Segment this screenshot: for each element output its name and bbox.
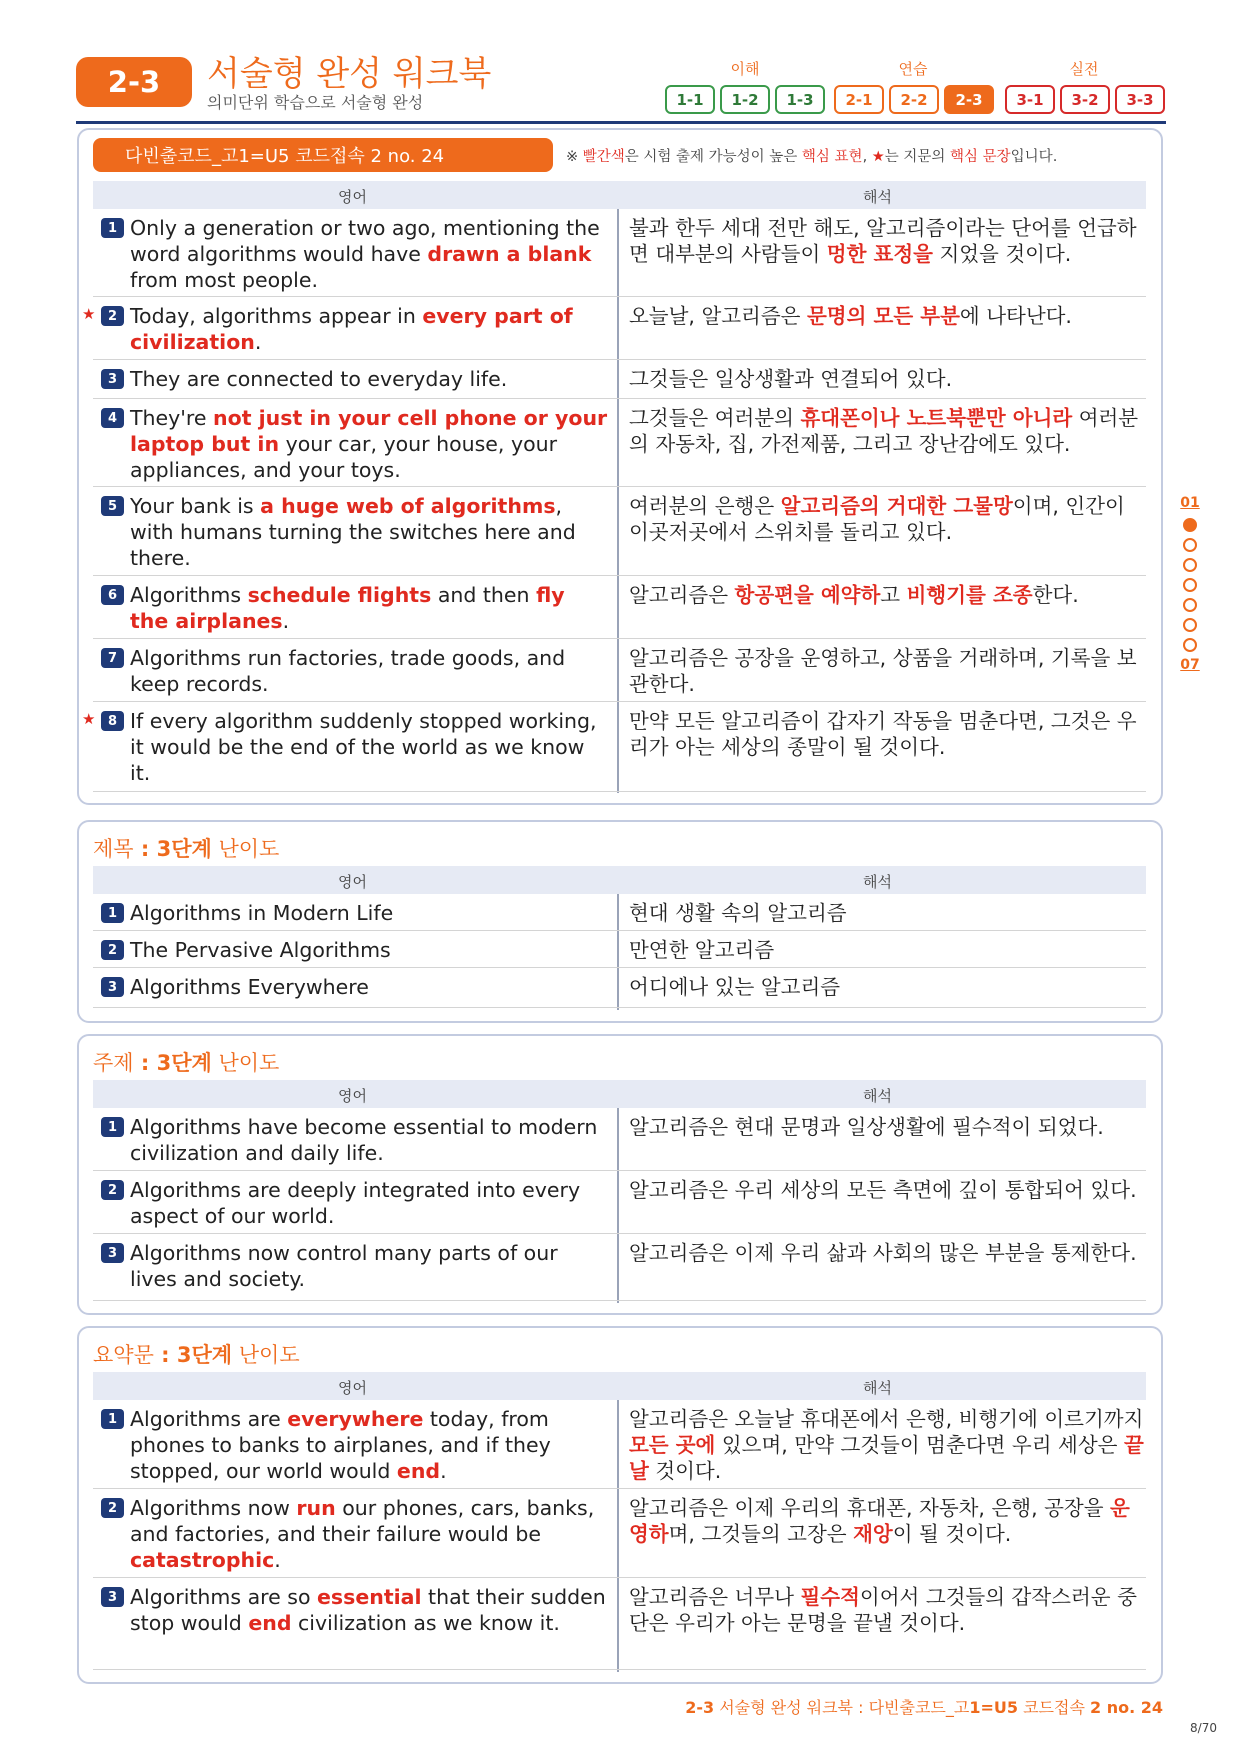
title-column-header: 영어 해석 xyxy=(93,866,1146,894)
korean-translation: 불과 한두 세대 전만 해도, 알고리즘이라는 단어를 언급하면 대부분의 사람들이 멍한 표정을 지었을 것이다. xyxy=(629,216,1137,266)
header-divider xyxy=(76,121,1166,124)
english-text: Algorithms now run our phones, cars, banks, and factories, and their failure would be catastrophic. xyxy=(130,1496,595,1572)
footer-caption: 2-3 서술형 완성 워크북 : 다빈출코드_고1=U5 코드접속 2 no. 24 xyxy=(685,1698,1163,1717)
english-text: If every algorithm suddenly stopped working, it would be the end of the world as we know it. xyxy=(130,709,597,785)
step-tab-3-3[interactable]: 3-3 xyxy=(1115,85,1165,114)
passage-sentence-row xyxy=(93,576,1146,639)
korean-translation: 알고리즘은 오늘날 휴대폰에서 은행, 비행기에 이르기까지 모든 곳에 있으며, 만약 그것들이 멈춘다면 우리 세상은 끝날 것이다. xyxy=(629,1407,1144,1483)
korean-translation: 알고리즘은 우리 세상의 모든 측면에 깊이 통합되어 있다. xyxy=(629,1178,1137,1202)
sentence-number-badge: 1 xyxy=(101,218,124,238)
sentence-number-badge: 3 xyxy=(101,1587,124,1607)
progress-dot-icon[interactable] xyxy=(1183,518,1197,532)
title-option-row xyxy=(93,968,1146,1008)
step-tab-3-1[interactable]: 3-1 xyxy=(1005,85,1055,114)
progress-dot-icon[interactable] xyxy=(1183,558,1197,572)
summary-option-row xyxy=(93,1400,1146,1489)
korean-translation: 그것들은 여러분의 휴대폰이나 노트북뿐만 아니라 여러분의 자동차, 집, 가전제품, 그리고 장난감에도 있다. xyxy=(629,406,1139,456)
english-text: Algorithms Everywhere xyxy=(130,975,369,999)
side-nav-end-label: 07 xyxy=(1180,657,1200,673)
section-badge: 2-3 xyxy=(76,57,192,107)
topic-section-heading: 주제 : 3단계 난이도 xyxy=(93,1051,280,1075)
korean-translation: 오늘날, 알고리즘은 문명의 모든 부분에 나타난다. xyxy=(629,304,1072,328)
english-text: Algorithms have become essential to modern civilization and daily life. xyxy=(130,1115,598,1165)
korean-translation: 알고리즘은 항공편을 예약하고 비행기를 조종한다. xyxy=(629,583,1079,607)
summary-option-row xyxy=(93,1489,1146,1578)
topic-option-row xyxy=(93,1108,1146,1171)
sentence-number-badge: 1 xyxy=(101,903,124,923)
korean-translation: 알고리즘은 이제 우리의 휴대폰, 자동차, 은행, 공장을 운영하며, 그것들의 고장은 재앙이 될 것이다. xyxy=(629,1496,1130,1546)
summary-option-row xyxy=(93,1578,1146,1670)
progress-dot-icon[interactable] xyxy=(1183,538,1197,552)
title-option-row xyxy=(93,931,1146,968)
sentence-number-badge: 2 xyxy=(101,940,124,960)
english-text: Today, algorithms appear in every part of civilization. xyxy=(130,304,573,354)
sentence-number-badge: 7 xyxy=(101,648,124,668)
korean-translation: 그것들은 일상생활과 연결되어 있다. xyxy=(629,367,953,391)
sentence-number-badge: 5 xyxy=(101,496,124,516)
step-tab-3-2[interactable]: 3-2 xyxy=(1060,85,1110,114)
page-subtitle: 의미단위 학습으로 서술형 완성 xyxy=(207,93,424,112)
progress-dot-icon[interactable] xyxy=(1183,578,1197,592)
step-tab-1-3[interactable]: 1-3 xyxy=(775,85,825,114)
sentence-number-badge: 2 xyxy=(101,306,124,326)
sentence-number-badge: 1 xyxy=(101,1409,124,1429)
korean-translation: 어디에나 있는 알고리즘 xyxy=(629,975,841,999)
korean-translation: 알고리즘은 공장을 운영하고, 상품을 거래하며, 기록을 보관한다. xyxy=(629,646,1137,696)
group-label-practice: 연습 xyxy=(898,60,928,78)
sentence-number-badge: 4 xyxy=(101,408,124,428)
sentence-number-badge: 8 xyxy=(101,711,124,731)
korean-translation: 알고리즘은 현대 문명과 일상생활에 필수적이 되었다. xyxy=(629,1115,1104,1139)
passage-sentence-row xyxy=(93,639,1146,702)
sentence-number-badge: 1 xyxy=(101,1117,124,1137)
english-text: Only a generation or two ago, mentioning the word algorithms would have drawn a blank from most people. xyxy=(130,216,600,292)
page-title: 서술형 완성 워크북 xyxy=(207,54,492,94)
passage-sentence-row xyxy=(82,702,1146,792)
side-nav-start-label: 01 xyxy=(1180,495,1200,511)
summary-column-header: 영어 해석 xyxy=(93,1372,1146,1400)
passage-sentence-row xyxy=(93,487,1146,576)
passage-sentence-row xyxy=(93,399,1146,487)
english-text: They're not just in your cell phone or your laptop but in your car, your house, your appliances, and your toys. xyxy=(130,406,608,482)
page-number: 8/70 xyxy=(1190,1721,1217,1735)
key-sentence-star-icon: ★ xyxy=(82,710,96,728)
step-tab-2-2[interactable]: 2-2 xyxy=(889,85,939,114)
english-text: Algorithms run factories, trade goods, and keep records. xyxy=(130,646,566,696)
summary-section-heading: 요약문 : 3단계 난이도 xyxy=(93,1343,300,1367)
step-tab-1-2[interactable]: 1-2 xyxy=(720,85,770,114)
korean-translation: 알고리즘은 너무나 필수적이어서 그것들의 갑작스러운 중단은 우리가 아는 문명을 끝낼 것이다. xyxy=(629,1585,1137,1635)
english-text: Algorithms are so essential that their sudden stop would end civilization as we know it. xyxy=(130,1585,606,1635)
english-text: The Pervasive Algorithms xyxy=(130,938,391,962)
english-text: Algorithms schedule flights and then fly the airplanes. xyxy=(130,583,565,633)
step-tab-1-1[interactable]: 1-1 xyxy=(665,85,715,114)
legend-note: ※ 빨간색은 시험 출제 가능성이 높은 핵심 표현, ★는 지문의 핵심 문장입니다. xyxy=(566,149,1058,165)
key-sentence-star-icon: ★ xyxy=(82,305,96,323)
title-option-row xyxy=(93,894,1146,931)
progress-dot-icon[interactable] xyxy=(1183,598,1197,612)
english-text: Algorithms now control many parts of our lives and society. xyxy=(130,1241,558,1291)
korean-translation: 여러분의 은행은 알고리즘의 거대한 그물망이며, 인간이 이곳저곳에서 스위치를 돌리고 있다. xyxy=(629,494,1125,544)
progress-dot-icon[interactable] xyxy=(1183,618,1197,632)
progress-dot-icon[interactable] xyxy=(1183,638,1197,652)
passage-sentence-row xyxy=(93,360,1146,399)
english-text: Algorithms in Modern Life xyxy=(130,901,394,925)
passage-column-header: 영어 해석 xyxy=(93,181,1146,209)
english-text: Your bank is a huge web of algorithms, with humans turning the switches here and there. xyxy=(130,494,576,570)
sentence-number-badge: 6 xyxy=(101,585,124,605)
passage-sentence-row xyxy=(82,297,1146,360)
topic-column-header: 영어 해석 xyxy=(93,1080,1146,1108)
group-label-real: 실전 xyxy=(1069,60,1099,78)
sentence-number-badge: 2 xyxy=(101,1498,124,1518)
english-text: Algorithms are everywhere today, from phones to banks to airplanes, and if they stopped, our world would end. xyxy=(130,1407,551,1483)
side-progress-nav xyxy=(1176,494,1204,674)
group-label-understand: 이해 xyxy=(730,60,760,78)
sentence-number-badge: 3 xyxy=(101,369,124,389)
passage-code-badge: 다빈출코드_고1=U5 코드접속 2 no. 24 xyxy=(93,138,553,172)
english-text: They are connected to everyday life. xyxy=(130,367,508,391)
korean-translation: 만약 모든 알고리즘이 갑자기 작동을 멈춘다면, 그것은 우리가 아는 세상의 종말이 될 것이다. xyxy=(629,709,1137,759)
title-section-heading: 제목 : 3단계 난이도 xyxy=(93,837,280,861)
topic-option-row xyxy=(93,1171,1146,1234)
topic-option-row xyxy=(93,1234,1146,1301)
step-tab-2-1[interactable]: 2-1 xyxy=(834,85,884,114)
korean-translation: 만연한 알고리즘 xyxy=(629,938,775,962)
korean-translation: 현대 생활 속의 알고리즘 xyxy=(629,901,847,925)
step-tab-2-3[interactable]: 2-3 xyxy=(944,85,994,114)
sentence-number-badge: 3 xyxy=(101,1243,124,1263)
passage-sentence-row xyxy=(93,209,1146,297)
sentence-number-badge: 3 xyxy=(101,977,124,997)
sentence-number-badge: 2 xyxy=(101,1180,124,1200)
korean-translation: 알고리즘은 이제 우리 삶과 사회의 많은 부분을 통제한다. xyxy=(629,1241,1137,1265)
english-text: Algorithms are deeply integrated into every aspect of our world. xyxy=(130,1178,581,1228)
